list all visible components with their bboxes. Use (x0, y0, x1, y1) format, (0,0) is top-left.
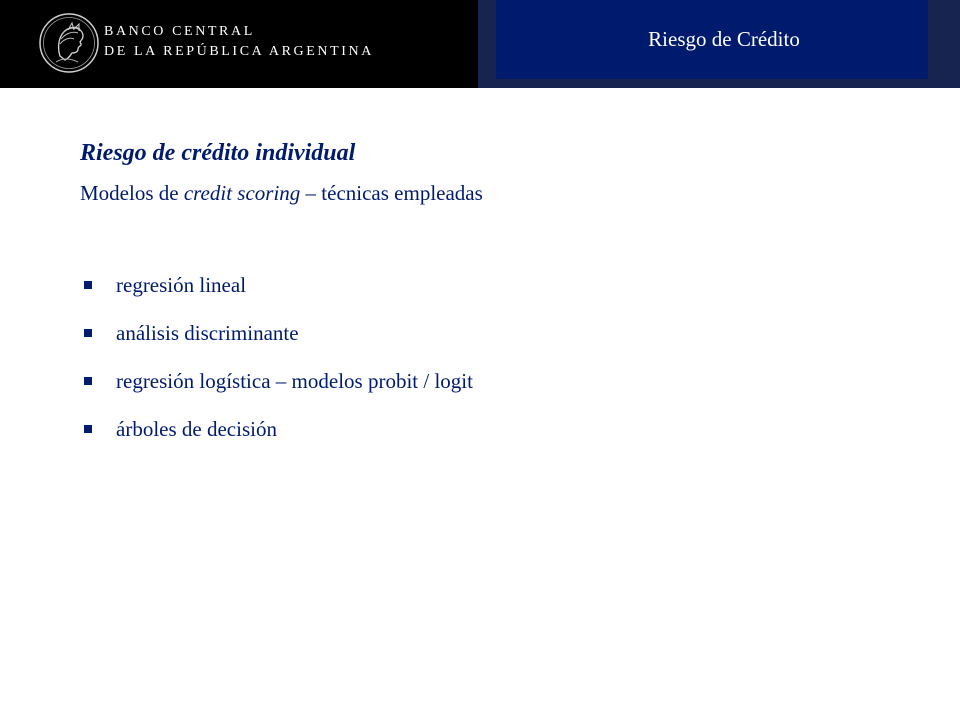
list-item-label: regresión logística – modelos probit / logit (116, 368, 473, 393)
bank-name (104, 22, 374, 62)
list-item-label: regresión lineal (116, 272, 247, 297)
list-item-label: árboles de decisión (116, 416, 277, 441)
header-bar (0, 0, 960, 88)
slide-title-box (496, 0, 928, 79)
square-bullet-icon (84, 281, 92, 289)
header-left-panel (0, 0, 478, 88)
list-item (80, 309, 900, 357)
subheading-suffix: – técnicas empleadas (300, 181, 483, 205)
section-heading: Riesgo de crédito individual (80, 140, 356, 166)
square-bullet-icon (84, 377, 92, 385)
slide-content (80, 136, 900, 453)
list-item (80, 261, 900, 309)
slide-title: Riesgo de Crédito (648, 27, 800, 51)
square-bullet-icon (84, 425, 92, 433)
list-item-label: análisis discriminante (116, 320, 299, 345)
square-bullet-icon (84, 329, 92, 337)
bank-name-line2: DE LA REPÚBLICA ARGENTINA (104, 44, 374, 59)
subheading-prefix: Modelos de (80, 181, 184, 205)
list-item (80, 357, 900, 405)
bank-name-line1: BANCO CENTRAL (104, 24, 255, 39)
list-item (80, 405, 900, 453)
republic-effigy-logo-icon (38, 12, 100, 74)
subheading-italic: credit scoring (183, 181, 301, 205)
section-subheading (80, 181, 900, 205)
technique-list (80, 261, 900, 453)
